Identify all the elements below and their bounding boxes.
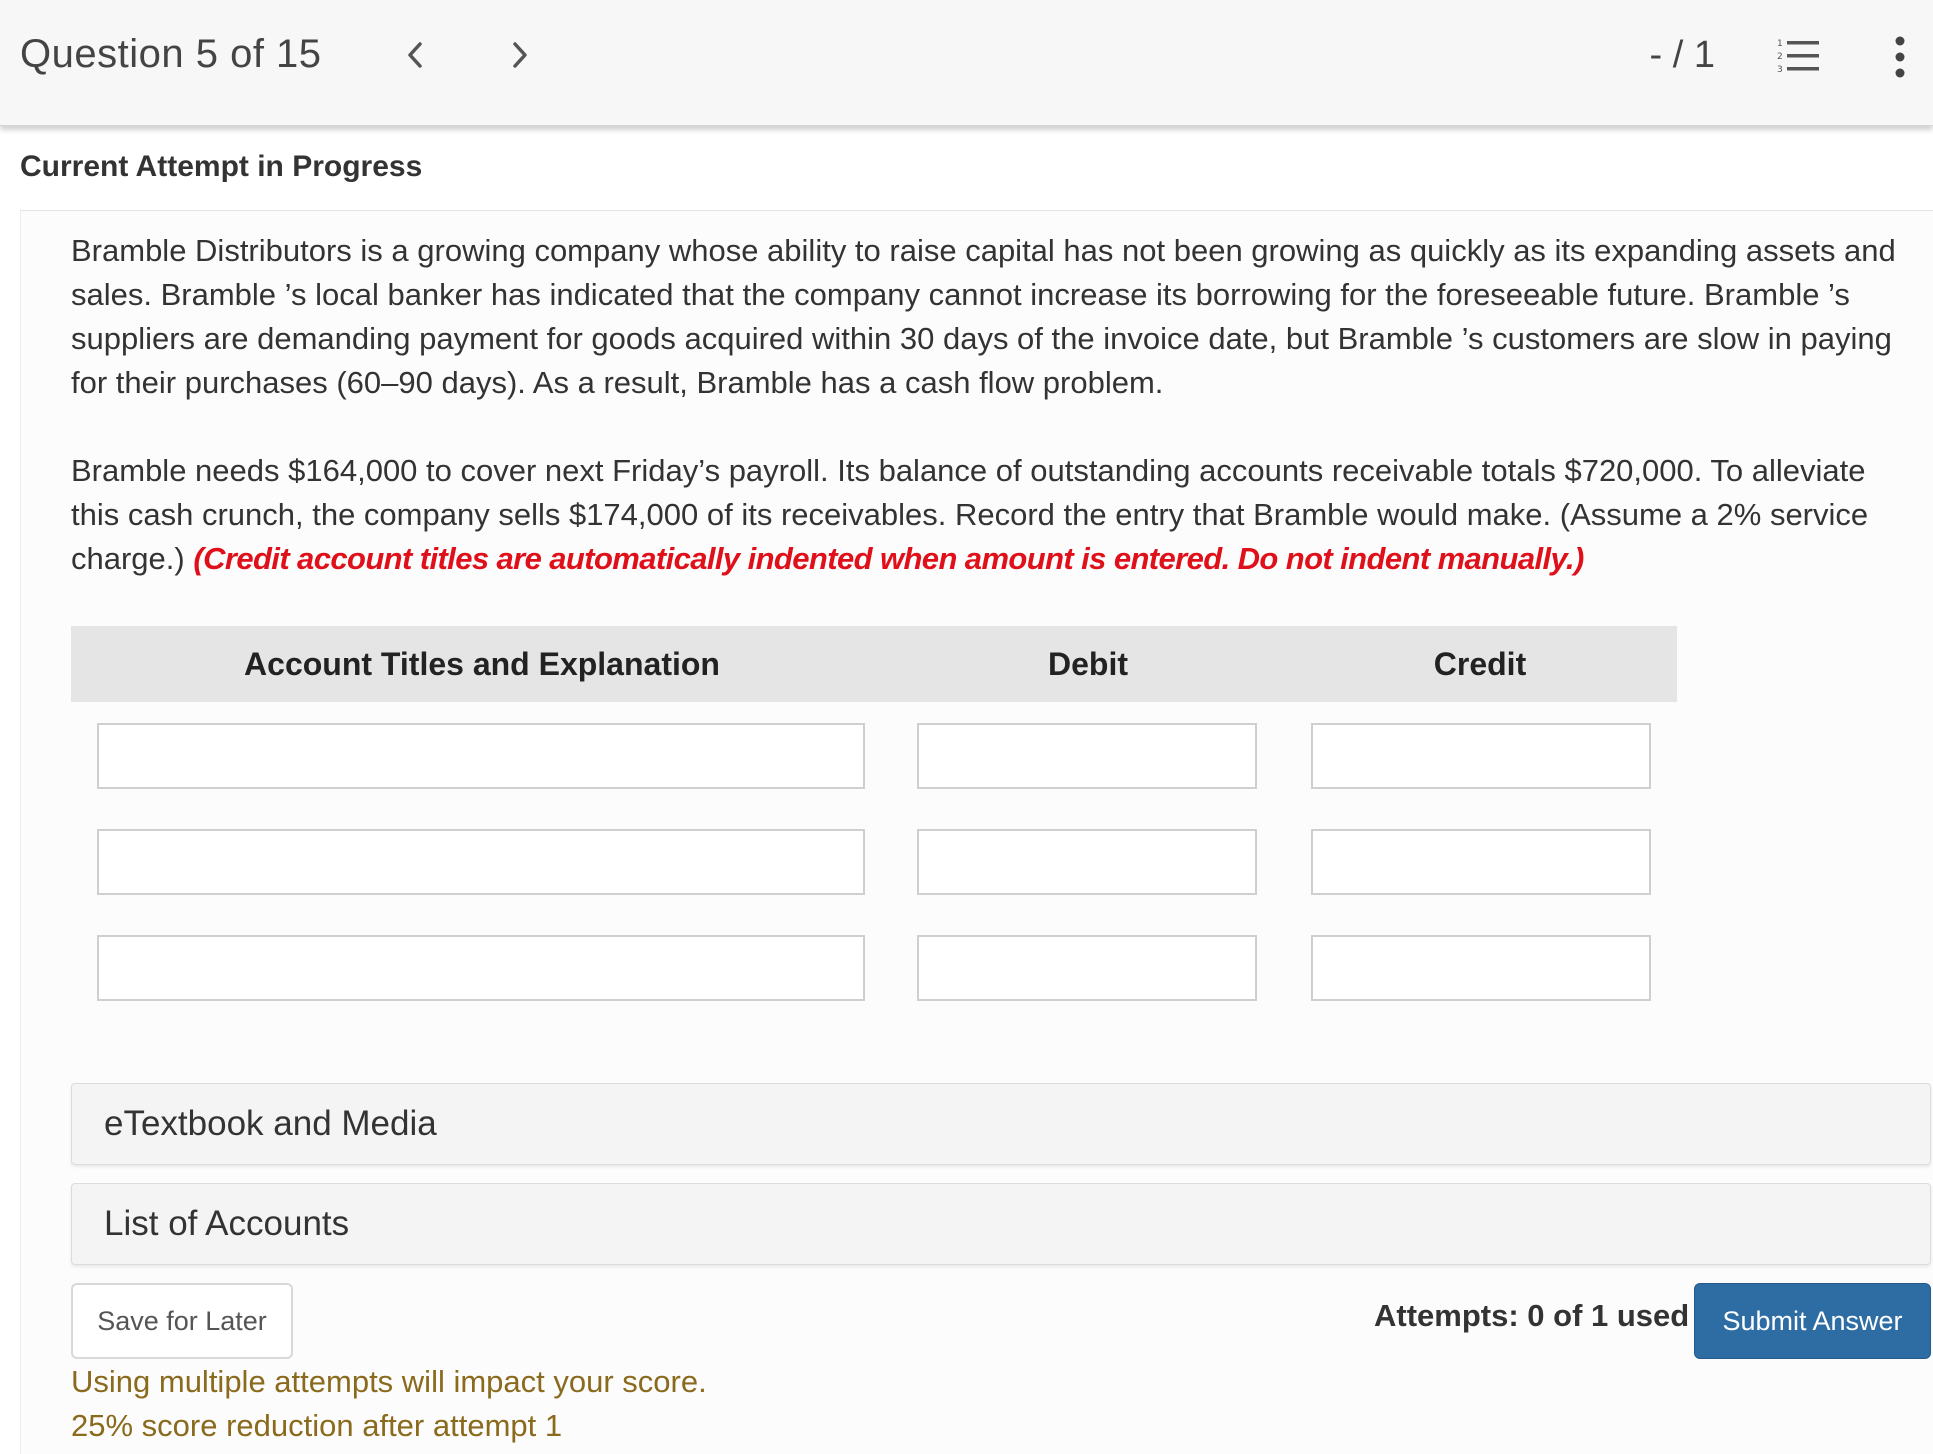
problem-paragraph-1: Bramble Distributors is a growing company whose ability to raise capital has not been growing as quickly as its expanding assets and sales. Bramble ’s local banker has indicated that the company cannot increase its borrowing for the foreseeable future. Bramble ’s suppliers are demanding payment for goods acquired within 30 days of the invoice date, but Bramble ’s customers are slow in paying for their purchases (60–90 days). As a result, Bramble has a cash flow problem. bbox=[71, 233, 1896, 400]
account-title-input[interactable] bbox=[97, 723, 865, 789]
problem-paragraph-2-text: Bramble needs $164,000 to cover next Friday’s payroll. Its balance of outstanding accounts receivable totals $720,000. To alleviate this cash crunch, the company sells $174,000 of its receivables. Record the entry that Bramble would make. (Assume a 2% service charge.) bbox=[71, 453, 1869, 576]
question-score: - / 1 bbox=[1649, 34, 1715, 76]
account-title-input[interactable] bbox=[97, 935, 865, 1001]
column-header-account: Account Titles and Explanation bbox=[244, 645, 720, 682]
penalty-line-1: Using multiple attempts will impact your score. bbox=[71, 1364, 707, 1399]
debit-input[interactable] bbox=[917, 829, 1257, 895]
journal-row bbox=[71, 935, 1677, 1001]
penalty-line-2: 25% score reduction after attempt 1 bbox=[71, 1408, 563, 1443]
numbered-list-icon bbox=[1777, 36, 1821, 76]
account-title-input[interactable] bbox=[97, 829, 865, 895]
question-content bbox=[20, 211, 1933, 1454]
journal-row bbox=[71, 723, 1677, 789]
top-bar bbox=[0, 0, 1933, 126]
chevron-left-icon bbox=[404, 40, 426, 70]
list-of-accounts-panel[interactable]: List of Accounts bbox=[71, 1183, 1931, 1265]
credit-input[interactable] bbox=[1311, 935, 1651, 1001]
submit-answer-button[interactable]: Submit Answer bbox=[1694, 1283, 1931, 1359]
column-header-debit: Debit bbox=[1048, 645, 1128, 682]
attempt-heading: Current Attempt in Progress bbox=[20, 150, 423, 183]
question-list-button[interactable] bbox=[1777, 36, 1821, 76]
instruction-note: (Credit account titles are automatically indented when amount is entered. Do not indent manually.) bbox=[193, 541, 1584, 576]
previous-question-button[interactable] bbox=[390, 30, 440, 80]
more-options-button[interactable] bbox=[1885, 34, 1915, 80]
more-vertical-icon bbox=[1885, 34, 1915, 80]
journal-entry-table bbox=[71, 626, 1677, 702]
save-for-later-button[interactable]: Save for Later bbox=[71, 1283, 293, 1359]
question-counter: Question 5 of 15 bbox=[20, 32, 322, 76]
chevron-right-icon bbox=[509, 40, 531, 70]
problem-paragraph-2 bbox=[71, 449, 1901, 581]
attempt-penalty-notice bbox=[71, 1360, 707, 1448]
svg-text:1: 1 bbox=[1777, 39, 1783, 49]
journal-row bbox=[71, 829, 1677, 895]
svg-text:3: 3 bbox=[1777, 65, 1783, 75]
credit-input[interactable] bbox=[1311, 723, 1651, 789]
debit-input[interactable] bbox=[917, 935, 1257, 1001]
next-question-button[interactable] bbox=[495, 30, 545, 80]
etextbook-media-panel[interactable]: eTextbook and Media bbox=[71, 1083, 1931, 1165]
svg-text:2: 2 bbox=[1777, 52, 1783, 62]
journal-table-header bbox=[71, 626, 1677, 702]
column-header-credit: Credit bbox=[1433, 645, 1527, 682]
credit-input[interactable] bbox=[1311, 829, 1651, 895]
attempts-counter: Attempts: 0 of 1 used bbox=[1374, 1298, 1690, 1333]
debit-input[interactable] bbox=[917, 723, 1257, 789]
